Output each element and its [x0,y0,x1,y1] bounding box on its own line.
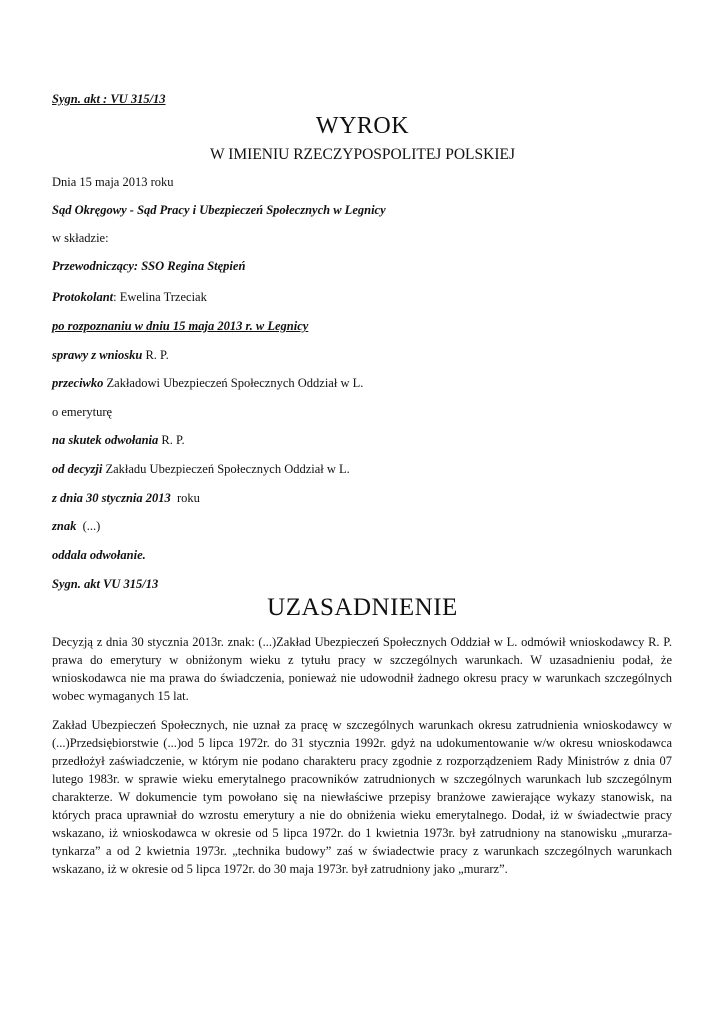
appeal-label: na skutek odwołania [52,433,159,447]
chair-judge: Przewodniczący: SSO Regina Stępień [52,259,246,273]
decision-date-line [52,491,200,506]
appeal-value: R. P. [158,433,185,447]
ruling: oddala odwołanie. [52,548,146,562]
case-label: sprawy z wniosku [52,348,143,362]
decision-date-value: roku [170,491,200,505]
decision-line [52,462,350,477]
appeal-line [52,433,185,448]
clerk-name: : Ewelina Trzeciak [113,290,207,304]
case-signature-top: Sygn. akt : VU 315/13 [52,92,166,106]
decision-date-label: z dnia 30 stycznia 2013 [52,491,171,505]
justification-paragraph-2: Zakład Ubezpieczeń Społecznych, nie uznał za pracę w szczególnych warunkach okresu zatrudnienia wnioskodawcy w (...)Przedsiębiorstwie (...)od 5 lipca 1972r. do 31 stycznia 1992r. gdyż na udokumentowanie w/w okresu wnioskodawca przedłożył zaświadczenie, w którym nie podano charakteru pracy zgodnie z rozporządzeniem Rady Ministrów z dnia 07 lutego 1983r. w sprawie wieku emerytalnego pracowników zatrudnionych w szczególnych warunkach lub szczególnym charakterze. W dokumencie tym powołano się na niewłaściwe przepisy branżowe zawierające wykazy stanowisk, na których praca uprawniał do wzrostu emerytury a nie do obniżenia wieku emerytalnego. Dodał, iż w świadectwie pracy wskazano, iż wnioskodawca w okresie od 5 lipca 1972r. do 1 kwietnia 1973r. był zatrudniony na stanowisku „murarza-tynkarza” a od 2 kwietnia 1973r. „technika budowy” zaś w świadectwie pracy z warunkach szczególnych warunkach wskazano, iż w okresie od 5 lipca 1972r. do 30 maja 1973r. był zatrudniony jako „murarz”. [52,718,672,876]
against-label: przeciwko [52,376,104,390]
sign-line [52,519,100,534]
decision-label: od decyzji [52,462,103,476]
justification-paragraph-1: Decyzją z dnia 30 stycznia 2013r. znak: (...)Zakład Ubezpieczeń Społecznych Oddział w L. odmówił wnioskodawcy R. P. prawa do emerytury w obniżonym wieku z tytułu pracy w szczególnych warunkach. W uzasadnieniu podał, że wnioskodawca nie ma prawa do świadczenia, ponieważ nie udowodnił żadnego okresu pracy w warunkach szczególnych wobec wymaganych 15 lat. [52,635,672,703]
hearing-line: po rozpoznaniu w dniu 15 maja 2013 r. w Legnicy [52,319,309,333]
sign-label: znak [52,519,77,533]
decision-value: Zakładu Ubezpieczeń Społecznych Oddział w L. [102,462,350,476]
composition-label: w składzie: [52,231,109,245]
sign-value: (...) [76,519,101,533]
clerk-line [52,290,207,305]
clerk-label: Protokolant [52,290,114,304]
subject-line: o emeryturę [52,405,113,419]
verdict-subtitle: W IMIENIU RZECZYPOSPOLITEJ POLSKIEJ [210,146,515,163]
against-line [52,376,363,391]
case-value: R. P. [142,348,169,362]
case-signature-bottom: Sygn. akt VU 315/13 [52,577,159,591]
verdict-date: Dnia 15 maja 2013 roku [52,175,174,189]
case-line [52,348,169,363]
justification-title: UZASADNIENIE [267,594,458,621]
verdict-title: WYROK [315,113,410,139]
against-value: Zakładowi Ubezpieczeń Społecznych Oddział w L. [103,376,364,390]
court-name: Sąd Okręgowy - Sąd Pracy i Ubezpieczeń Społecznych w Legnicy [52,203,386,217]
